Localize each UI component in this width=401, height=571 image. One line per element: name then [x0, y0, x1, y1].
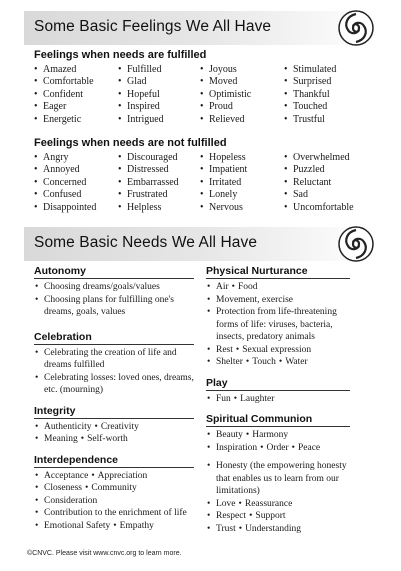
needs-group-heading: Celebration [34, 331, 194, 345]
need-item [34, 495, 194, 508]
need-text: Peace [297, 442, 321, 453]
need-text: Celebrating the creation of life and dreams fulfilled [44, 347, 177, 370]
bullet-separator: • [235, 344, 240, 355]
need-text: Rest [216, 344, 233, 355]
feelings-banner [24, 11, 374, 45]
feeling-item: • Embarrassed [118, 177, 200, 189]
bullet-separator: • [238, 498, 242, 509]
need-text: Beauty [216, 430, 243, 440]
need-text: Movement, exercise [216, 294, 294, 305]
need-text: Choosing plans for fulfilling one's dreams, goals, values [44, 294, 174, 317]
need-item [206, 510, 350, 523]
need-item [34, 433, 194, 446]
need-text: Order [266, 442, 289, 453]
need-text: Consideration [44, 495, 98, 506]
need-text: Food [238, 282, 258, 292]
feeling-item: • Uncomfortable [284, 202, 374, 214]
need-text: Acceptance [44, 470, 89, 481]
need-text: Celebrating losses: loved ones, dreams, etc. (mourning) [44, 372, 194, 395]
bullet-separator: • [238, 523, 243, 534]
feelings-fulfilled-list [34, 64, 374, 126]
need-text: Choosing dreams/goals/values [44, 282, 160, 292]
needs-group [206, 377, 350, 406]
needs-left-column [34, 265, 194, 532]
footer-copyright: ©CNVC. Please visit www.cnvc.org to learn more. [27, 550, 182, 557]
feeling-item: • Moved [200, 76, 284, 88]
feeling-item: • Touched [284, 101, 374, 113]
need-text: Understanding [245, 523, 301, 534]
need-text: Authenticity [44, 421, 92, 432]
feelings-not-fulfilled-list [34, 152, 374, 214]
bullet-separator: • [291, 442, 295, 453]
bullet-separator: • [85, 483, 89, 493]
feeling-item: • Disappointed [34, 202, 118, 214]
needs-group [206, 413, 350, 454]
need-item [34, 507, 194, 520]
bullet-separator: • [249, 511, 253, 521]
feeling-item: • Impatient [200, 164, 284, 176]
need-text: Support [255, 511, 286, 521]
feeling-item: • Proud [200, 101, 284, 113]
needs-group-heading: Play [206, 377, 350, 391]
need-text: Closeness [44, 483, 82, 493]
need-text: Honesty (the empowering honesty that enables us to learn from our limitations) [216, 461, 347, 496]
feeling-item: • Concerned [34, 177, 118, 189]
feeling-item: • Stimulated [284, 64, 374, 76]
feeling-item: • Amazed [34, 64, 118, 76]
needs-group [206, 265, 350, 369]
need-text: Laughter [240, 393, 275, 404]
need-item [34, 372, 194, 397]
feeling-item: • Annoyed [34, 164, 118, 176]
need-text: Shelter [216, 357, 243, 367]
need-text: Empathy [119, 520, 154, 531]
feeling-item: • Relieved [200, 114, 284, 126]
need-text: Community [91, 483, 137, 493]
need-item [34, 294, 194, 319]
need-item [206, 460, 350, 498]
feeling-item: • Angry [34, 152, 118, 164]
feeling-item: • Nervous [200, 202, 284, 214]
feeling-item: • Sad [284, 189, 374, 201]
need-item [206, 294, 350, 307]
need-text: Meaning [44, 434, 78, 444]
needs-banner [24, 227, 374, 261]
need-text: Water [285, 357, 308, 367]
bullet-separator: • [80, 434, 85, 444]
need-item [206, 523, 350, 536]
feeling-item: • Distressed [118, 164, 200, 176]
feeling-item: • Reluctant [284, 177, 374, 189]
need-item [206, 393, 350, 406]
need-item [206, 429, 350, 442]
bullet-separator: • [113, 520, 117, 531]
bullet-separator: • [245, 430, 250, 440]
need-item [34, 421, 194, 434]
needs-group [34, 331, 194, 397]
need-item [206, 281, 350, 294]
need-text: Love [216, 498, 236, 509]
needs-group [34, 265, 194, 319]
need-item [206, 356, 350, 369]
feeling-item: • Hopeful [118, 89, 200, 101]
feeling-item: • Confident [34, 89, 118, 101]
needs-group-heading: Autonomy [34, 265, 194, 279]
feeling-item: • Discouraged [118, 152, 200, 164]
feeling-item: • Energetic [34, 114, 118, 126]
need-text: Air [216, 282, 229, 292]
feelings-not-fulfilled-heading: Feelings when needs are not fulfilled [34, 137, 227, 149]
feeling-item: • Glad [118, 76, 200, 88]
need-item [206, 498, 350, 511]
need-text: Touch [252, 357, 276, 367]
need-text: Respect [216, 511, 247, 521]
feeling-item: • Fulfilled [118, 64, 200, 76]
need-text: Reassurance [244, 498, 293, 509]
feeling-item: • Hopeless [200, 152, 284, 164]
feeling-item: • Inspired [118, 101, 200, 113]
feeling-item: • Irritated [200, 177, 284, 189]
bullet-separator: • [245, 357, 250, 367]
bullet-separator: • [94, 421, 98, 432]
need-text: Protection from life-threatening forms of life: viruses, bacteria, insects, predatory animals [216, 307, 337, 342]
cnvc-swirl-logo-icon [338, 226, 374, 262]
need-item [34, 347, 194, 372]
need-text: Emotional Safety [44, 520, 111, 531]
feeling-item: • Puzzled [284, 164, 374, 176]
need-text: Fun [216, 393, 231, 404]
feeling-item: • Trustful [284, 114, 374, 126]
need-text: Contribution to the enrichment of life [44, 508, 187, 518]
bullet-separator: • [233, 393, 238, 404]
need-text: Inspiration [216, 442, 258, 453]
bullet-separator: • [91, 470, 95, 481]
need-item [34, 281, 194, 294]
need-item [34, 520, 194, 533]
need-text: Harmony [252, 430, 289, 440]
needs-banner-title: Some Basic Needs We All Have [34, 234, 258, 251]
needs-group [206, 460, 350, 535]
need-item [206, 306, 350, 344]
feeling-item: • Eager [34, 101, 118, 113]
feeling-item: • Comfortable [34, 76, 118, 88]
need-item [34, 470, 194, 483]
needs-group-heading: Interdependence [34, 454, 194, 468]
feelings-banner-title: Some Basic Feelings We All Have [34, 18, 272, 35]
need-item [206, 344, 350, 357]
need-item [34, 482, 194, 495]
feeling-item: • Lonely [200, 189, 284, 201]
needs-group-heading: Integrity [34, 405, 194, 419]
need-text: Trust [216, 523, 236, 534]
need-item [206, 442, 350, 455]
feeling-item: • Optimistic [200, 89, 284, 101]
needs-group-heading: Physical Nurturance [206, 265, 350, 279]
feelings-fulfilled-heading: Feelings when needs are fulfilled [34, 49, 207, 61]
cnvc-swirl-logo-icon [338, 10, 374, 46]
need-text: Creativity [100, 421, 139, 432]
bullet-separator: • [260, 442, 264, 453]
needs-group [34, 454, 194, 533]
need-text: Self-worth [87, 434, 128, 444]
feeling-item: • Thankful [284, 89, 374, 101]
needs-group-heading: Spiritual Communion [206, 413, 350, 427]
feeling-item: • Joyous [200, 64, 284, 76]
need-text: Sexual expression [242, 344, 312, 355]
need-text: Appreciation [97, 470, 148, 481]
feeling-item: • Overwhelmed [284, 152, 374, 164]
feeling-item: • Intrigued [118, 114, 200, 126]
needs-right-column [206, 265, 350, 535]
feeling-item: • Helpless [118, 202, 200, 214]
feeling-item: • Frustrated [118, 189, 200, 201]
bullet-separator: • [231, 282, 235, 292]
needs-group [34, 405, 194, 446]
bullet-separator: • [278, 357, 283, 367]
feeling-item: • Surprised [284, 76, 374, 88]
feeling-item: • Confused [34, 189, 118, 201]
